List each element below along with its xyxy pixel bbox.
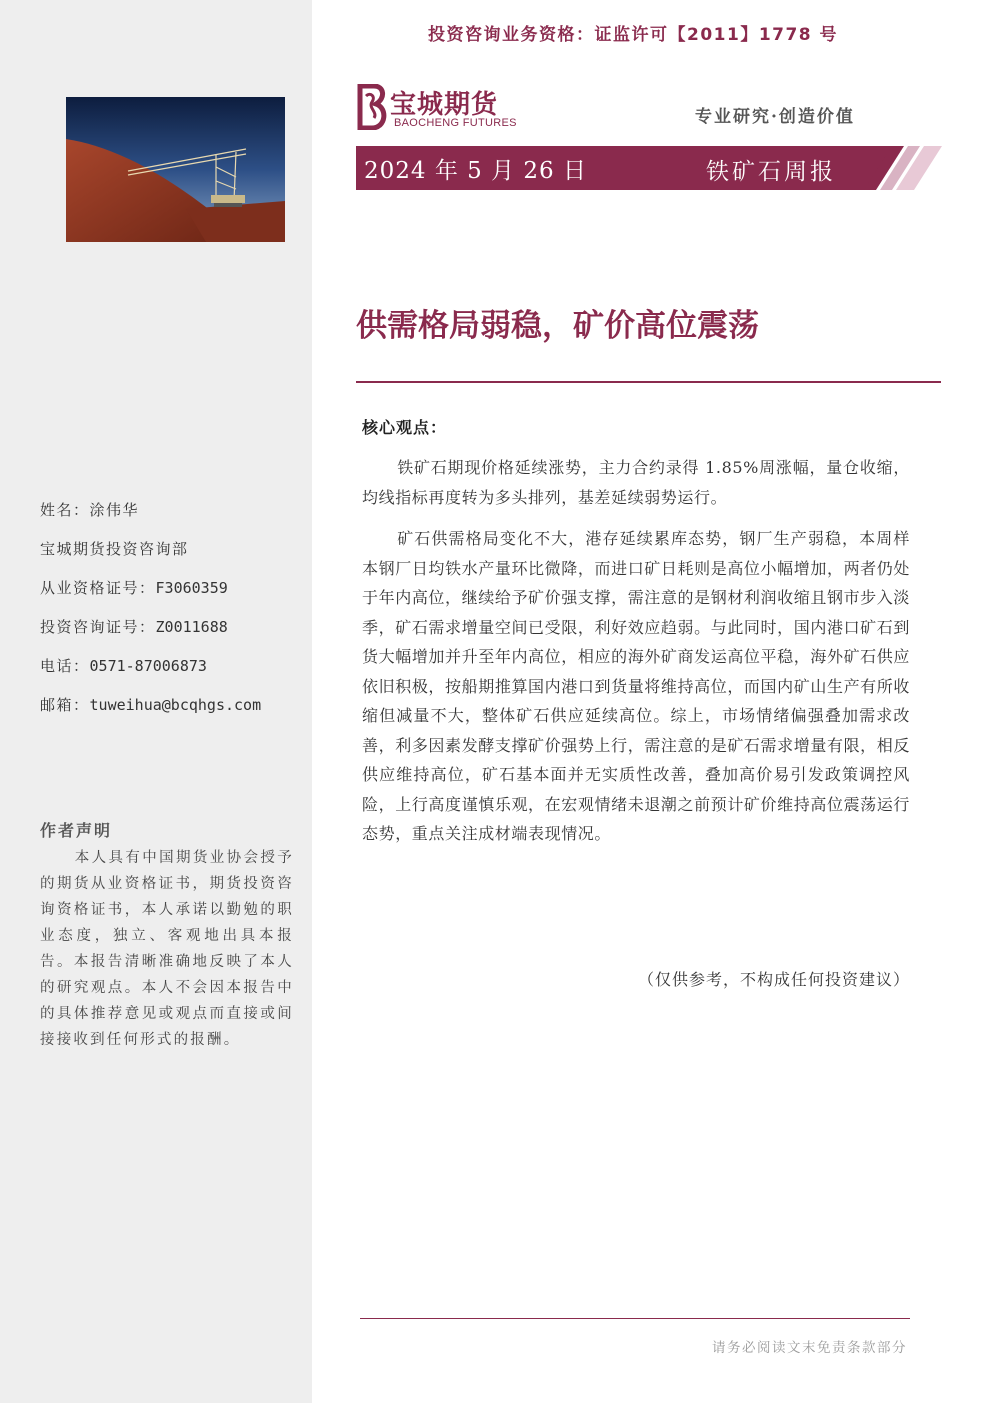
consulting-number: Z0011688	[155, 618, 228, 636]
core-view-body	[362, 453, 910, 861]
author-department: 宝城期货投资咨询部	[40, 540, 189, 558]
headline: 供需格局弱稳，矿价高位震荡	[356, 308, 759, 344]
author-consult-row	[40, 617, 300, 656]
author-statement-title: 作者声明	[40, 821, 113, 840]
company-logo	[356, 84, 526, 132]
report-date: 2024 年 5 月 26 日	[364, 158, 587, 184]
slogan: 专业研究·创造价值	[695, 107, 855, 127]
core-paragraph: 矿石供需格局变化不大，港存延续累库态势，钢厂生产弱稳，本周样本钢厂日均铁水产量环比微降，而进口矿日耗则是高位小幅增加，两者仍处于年内高位，继续给予矿价强支撑，需注意的是钢材利润收缩且钢市步入淡季，矿石需求增量空间已受限，利好效应趋弱。与此同时，国内港口矿石到货大幅增加并升至年内高位，相应的海外矿商发运高位平稳，海外矿石供应依旧积极，按船期推算国内港口到货量将维持高位，而国内矿山生产有所收缩但减量不大，整体矿石供应延续高位。综上，市场情绪偏强叠加需求改善，利多因素发酵支撑矿价强势上行，需注意的是矿石需求增量有限，相反供应维持高位，矿石基本面并无实质性改善，叠加高价易引发政策调控风险，上行高度谨慎乐观，在宏观情绪未退潮之前预计矿价维持高位震荡运行态势，重点关注成材端表现情况。	[362, 529, 910, 843]
cover-photo	[66, 97, 285, 242]
author-name-label: 姓名：	[40, 501, 90, 519]
core-view-title: 核心观点：	[362, 418, 448, 437]
sidebar	[0, 0, 312, 1403]
core-paragraph: 铁矿石期现价格延续涨势，主力合约录得 1.85%周涨幅，量仓收缩，均线指标再度转为多头排列，基差延续弱势运行。	[362, 458, 910, 507]
consulting-label: 投资咨询证号：	[40, 618, 156, 636]
author-phone-row	[40, 656, 300, 695]
qualification-label: 从业资格证号：	[40, 579, 156, 597]
logo-chinese: 宝城期货	[390, 90, 499, 120]
logo-english: BAOCHENG FUTURES	[394, 117, 517, 129]
email-label: 邮箱：	[40, 696, 90, 714]
footer-divider	[360, 1318, 910, 1319]
author-name: 涂伟华	[89, 501, 140, 519]
license-text: 投资咨询业务资格：证监许可【2011】1778 号	[428, 25, 839, 45]
author-statement-body: 本人具有中国期货业协会授予的期货从业资格证书，期货投资咨询资格证书，本人承诺以勤勉的职业态度，独立、客观地出具本报告。本报告清晰准确地反映了本人的研究观点。本人不会因本报告中的具体推荐意见或观点而直接或间接接收到任何形式的报酬。	[40, 850, 294, 1048]
author-dept-row	[40, 539, 300, 578]
report-type: 铁矿石周报	[706, 159, 836, 185]
phone-number: 0571-87006873	[89, 657, 207, 675]
author-email-row	[40, 695, 300, 734]
logo-mark-icon	[356, 84, 390, 130]
footer-note: 请务必阅读文末免责条款部分	[712, 1340, 907, 1356]
disclaimer: （仅供参考，不构成任何投资建议）	[637, 970, 910, 989]
phone-label: 电话：	[40, 657, 90, 675]
author-info	[40, 500, 300, 734]
qualification-number: F3060359	[155, 579, 228, 597]
email-address[interactable]: tuweihua@bcqhgs.com	[89, 696, 262, 714]
author-qual-row	[40, 578, 300, 617]
headline-divider	[356, 381, 941, 383]
author-name-row	[40, 500, 300, 539]
